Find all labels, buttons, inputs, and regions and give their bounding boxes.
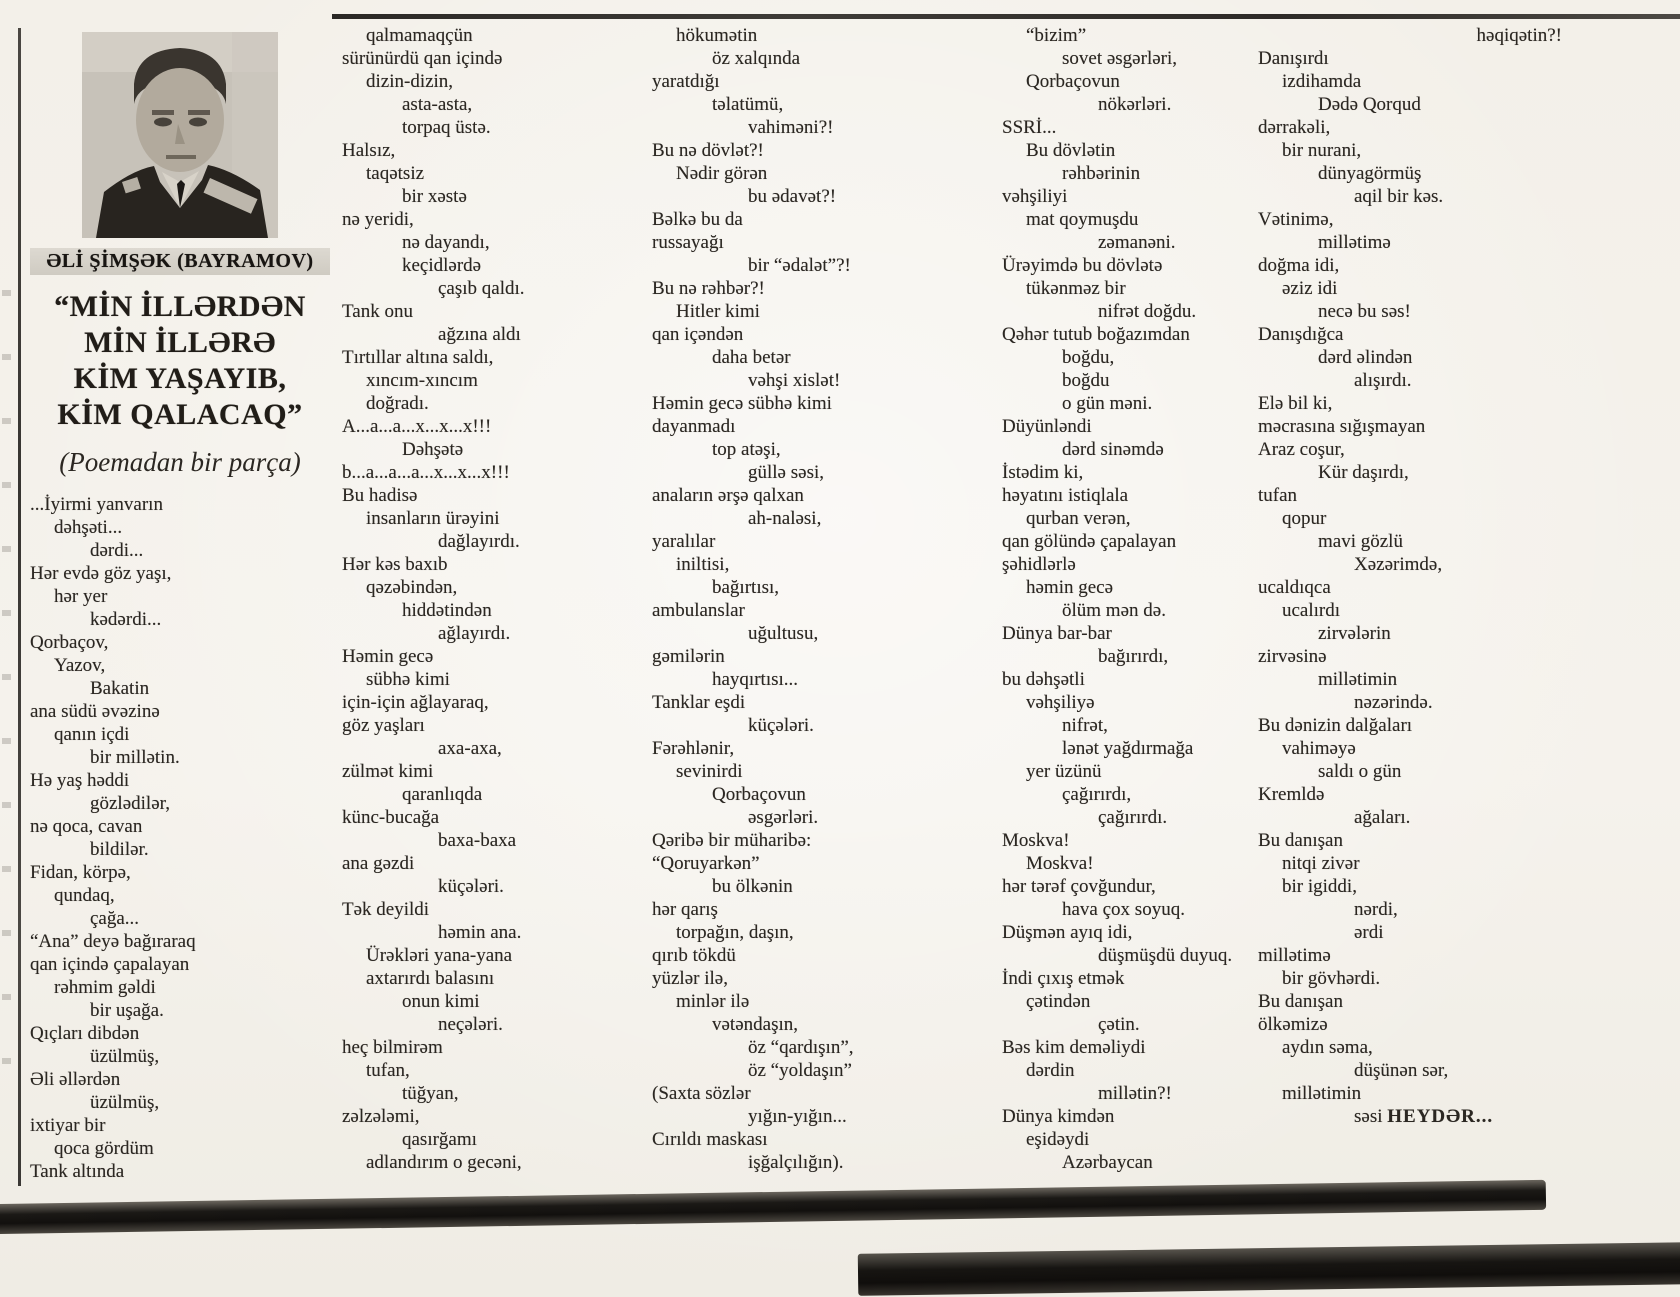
poem-line: insanların ürəyini <box>366 508 500 529</box>
poem-title-line: “MİN İLLƏRDƏN <box>54 290 306 323</box>
poem-line: İstədim ki, <box>1002 462 1084 483</box>
poem-line: aqil bir kəs. <box>1354 186 1444 207</box>
poem-column-2 <box>342 24 647 1174</box>
poem-line: qundaq, <box>54 885 115 906</box>
poem-line: axtarırdı balasını <box>366 968 495 989</box>
poem-line: Düyünləndi <box>1002 416 1092 437</box>
poem-line: ağaları. <box>1354 807 1411 828</box>
poem-line: ölkəmizə <box>1258 1014 1328 1035</box>
poem-line: Halsız, <box>342 140 396 161</box>
poem-line: hayqırtısı... <box>712 669 799 690</box>
poem-line: heç bilmirəm <box>342 1037 443 1058</box>
poem-line: boğdu <box>1062 370 1110 391</box>
poem-line: “Ana” deyə bağıraraq <box>30 931 196 952</box>
poem-title-line: MİN İLLƏRƏ <box>84 326 276 359</box>
poem-line: Azərbaycan <box>1062 1152 1153 1173</box>
poem-line: üzülmüş, <box>90 1092 160 1113</box>
poem-line: taqətsiz <box>366 163 425 184</box>
poem-line: alışırdı. <box>1354 370 1412 391</box>
poem-line: A...a...a...x...x...x!!! <box>342 416 492 437</box>
poem-line: zəlzələmi, <box>342 1106 420 1127</box>
poem-line: Dünya kimdən <box>1002 1106 1115 1127</box>
poem-line: Araz coşur, <box>1258 439 1345 460</box>
poem-line: Ürəkləri yana-yana <box>366 945 513 966</box>
poem-line: Tank onu <box>342 301 413 322</box>
poem-line: tufan <box>1258 485 1298 506</box>
poem-line: Hər evdə göz yaşı, <box>30 563 172 584</box>
poem-line: Kremldə <box>1258 784 1325 805</box>
poem-line: qəzəbindən, <box>366 577 458 598</box>
poem-line: zülmət kimi <box>342 761 434 782</box>
poem-line: çətindən <box>1026 991 1091 1012</box>
poem-line: nərdi, <box>1354 899 1398 920</box>
poem-line: Nədir görən <box>676 163 768 184</box>
poem-line: ah-naləsi, <box>748 508 822 529</box>
poem-line: Bu nə rəhbər?! <box>652 278 765 299</box>
poem-line: hər tərəf çovğundur, <box>1002 876 1156 897</box>
poem-line: sübhə kimi <box>366 669 450 690</box>
poem-line: bir gövhərdi. <box>1282 968 1381 989</box>
poem-line: dağlayırdı. <box>438 531 520 552</box>
poem-line: gəmilərin <box>652 646 725 667</box>
poem-line: Hər kəs baxıb <box>342 554 448 575</box>
poem-line: bildilər. <box>90 839 149 860</box>
poem-line: baxa-baxa <box>438 830 517 851</box>
poem-line: Bu dənizin dalğaları <box>1258 715 1413 736</box>
poem-line: həmin gecə <box>1026 577 1114 598</box>
poem-line: hiddətindən <box>402 600 492 621</box>
poem-line: vəhşiliyi <box>1002 186 1068 207</box>
poem-line: bir igiddi, <box>1282 876 1357 897</box>
poem-line: ərdi <box>1354 922 1384 943</box>
poem-line: Bəlkə bu da <box>652 209 743 230</box>
poem-line: Cırıldı maskası <box>652 1129 768 1150</box>
poem-line: Bu danışan <box>1258 991 1343 1012</box>
poem-line: çağırırdı. <box>1098 807 1168 828</box>
poem-line: Qorbaçovun <box>1026 71 1120 92</box>
poem-line: hər yer <box>54 586 108 607</box>
poem-line: vəhşi xislət! <box>748 370 841 391</box>
poem-line: ixtiyar bir <box>30 1115 106 1136</box>
poem-line: millətin?! <box>1098 1083 1172 1104</box>
poem-line: dərrakəli, <box>1258 117 1331 138</box>
poem-line: millətimin <box>1318 669 1398 690</box>
poem-title-line: KİM QALACAQ” <box>57 398 303 431</box>
poem-line: yüzlər ilə, <box>652 968 728 989</box>
poem-line: kədərdi... <box>90 609 162 630</box>
poem-line: mavi gözlü <box>1318 531 1403 552</box>
poem-line: Kür daşırdı, <box>1318 462 1409 483</box>
poem-line: qoca gördüm <box>54 1138 154 1159</box>
poem-line: ana südü əvəzinə <box>30 701 160 722</box>
poem-line: Ürəyimdə bu dövlətə <box>1002 255 1163 276</box>
poem-line: küçələri. <box>748 715 814 736</box>
poem-line: yaralılar <box>652 531 716 552</box>
poem-line: qopur <box>1282 508 1327 529</box>
poem-line: b...a...a...a...x...x...x!!! <box>342 462 510 483</box>
poem-line: dəhşəti... <box>54 517 123 538</box>
poem-line: Moskva! <box>1026 853 1094 874</box>
poem-subtitle: (Poemadan bir parça) <box>59 447 301 477</box>
poem-line: hava çox soyuq. <box>1062 899 1185 920</box>
poem-line: Fidan, körpə, <box>30 862 131 883</box>
poem-line: həyatını istiqlala <box>1002 485 1129 506</box>
poem-line: ...İyirmi yanvarın <box>30 494 163 515</box>
poem-line: asta-asta, <box>402 94 473 115</box>
poem-line: ucaldıqca <box>1258 577 1331 598</box>
poem-line: Qorbaçov, <box>30 632 109 653</box>
poem-line: düşmüşdü duyuq. <box>1098 945 1233 966</box>
poem-line: qırıb tökdü <box>652 945 736 966</box>
poem-line: uğultusu, <box>748 623 819 644</box>
poem-line: Bu danışan <box>1258 830 1343 851</box>
poem-line: top atəşi, <box>712 439 781 460</box>
poem-line: güllə səsi, <box>748 462 824 483</box>
poem-line: nifrət doğdu. <box>1098 301 1197 322</box>
poem-line: bağırırdı, <box>1098 646 1169 667</box>
poem-line: sevinirdi <box>676 761 743 782</box>
poem-line: düşünən sər, <box>1354 1060 1449 1081</box>
poem-line: İndi çıxış etmək <box>1002 968 1125 989</box>
poem-line: əsgərləri. <box>748 807 819 828</box>
scan-shadow-bar-bottom-right <box>858 1242 1680 1296</box>
poem-line: “bizim” <box>1026 25 1087 46</box>
poem-line: (Saxta sözlər <box>652 1083 751 1104</box>
poem-line: Dünya bar-bar <box>1002 623 1112 644</box>
poem-line: dərdin <box>1026 1060 1075 1081</box>
poem-line: Tanklar eşdi <box>652 692 746 713</box>
poem-line: aydın səma, <box>1282 1037 1373 1058</box>
poem-line: nəzərində. <box>1354 692 1433 713</box>
poem-line: dayanmadı <box>652 416 736 437</box>
poem-line: doğradı. <box>366 393 429 414</box>
poem-line: zirvəsinə <box>1258 646 1327 667</box>
poem-line: torpağın, daşın, <box>676 922 794 943</box>
poem-line: gözlədilər, <box>90 793 170 814</box>
poem-line: russayağı <box>652 232 724 253</box>
poem-line: Əli əllərdən <box>30 1069 121 1090</box>
poem-line: Qəribə bir müharibə: <box>652 830 812 851</box>
poem-line: SSRİ... <box>1002 117 1057 138</box>
poem-line: Vətinimə, <box>1258 209 1334 230</box>
column-1 <box>30 26 330 1183</box>
poem-line: Bu hadisə <box>342 485 418 506</box>
poem-line: Qəhər tutub boğazımdan <box>1002 324 1190 345</box>
page-edge-artifact <box>2 290 11 1110</box>
poem-line: Yazov, <box>54 655 106 676</box>
poem-line: məcrasına sığışmayan <box>1258 416 1426 437</box>
poem-line: qurban verən, <box>1026 508 1131 529</box>
poem-column-5 <box>1258 24 1568 1128</box>
poem-line: nə dayandı, <box>402 232 490 253</box>
poem-line: anaların ərşə qalxan <box>652 485 804 506</box>
poem-line: bu ölkənin <box>712 876 793 897</box>
poem-line: Bu dövlətin <box>1026 140 1116 161</box>
poem-title-line: KİM YAŞAYIB, <box>73 362 287 395</box>
poem-line: bu ədavət?! <box>748 186 837 207</box>
poem-line: hər qarış <box>652 899 718 920</box>
left-border-rule <box>18 28 21 1186</box>
poem-line: torpaq üstə. <box>402 117 491 138</box>
poem-line: için-için ağlayaraq, <box>342 692 489 713</box>
poem-line: boğdu, <box>1062 347 1115 368</box>
poem-line: bir nurani, <box>1282 140 1362 161</box>
poem-column-1 <box>30 493 330 1183</box>
poem-line: ölüm mən də. <box>1062 600 1166 621</box>
poem-line: ana gəzdi <box>342 853 415 874</box>
poem-line: millətimə <box>1318 232 1391 253</box>
poem-line: təlatümü, <box>712 94 784 115</box>
poem-line: yaratdığı <box>652 71 720 92</box>
poem-line: iniltisi, <box>676 554 730 575</box>
poem-line: yer üzünü <box>1026 761 1102 782</box>
poem-line: nökərləri. <box>1098 94 1172 115</box>
poem-title <box>30 289 330 433</box>
poem-line: Dədə Qorqud <box>1318 94 1421 115</box>
poem-line: çətin. <box>1098 1014 1140 1035</box>
poem-line: qanın içdi <box>54 724 130 745</box>
poem-line: nifrət, <box>1062 715 1108 736</box>
poem-line: ağlayırdı. <box>438 623 511 644</box>
top-border-rule <box>332 14 1680 19</box>
poem-line: millətimə <box>1258 945 1331 966</box>
poem-line: lənət yağdırmağa <box>1062 738 1194 759</box>
poem-line: çağa... <box>90 908 140 929</box>
poem-line: tükənməz bir <box>1026 278 1126 299</box>
poem-line: Qorbaçovun <box>712 784 806 805</box>
poem-line: qan içəndən <box>652 324 744 345</box>
poem-line: yığın-yığın... <box>748 1106 847 1127</box>
poem-line: doğma idi, <box>1258 255 1340 276</box>
poem-line: tüğyan, <box>402 1083 459 1104</box>
poem-line: hökumətin <box>676 25 758 46</box>
poem-line: Dəhşətə <box>402 439 464 460</box>
poem-line: onun kimi <box>402 991 480 1012</box>
poem-line: sovet əsgərləri, <box>1062 48 1178 69</box>
portrait-photo <box>82 32 278 238</box>
poem-line: Fərəhlənir, <box>652 738 735 759</box>
poem-line: bir uşağa. <box>90 1000 164 1021</box>
poem-line: Həmin gecə sübhə kimi <box>652 393 832 414</box>
poem-line: şəhidlərlə <box>1002 554 1076 575</box>
scan-shadow-bar-bottom <box>0 1180 1546 1234</box>
poem-line: Bakatin <box>90 678 150 699</box>
poem-line: künc-bucağa <box>342 807 440 828</box>
poem-line: həqiqətin?! <box>1476 25 1562 46</box>
poem-line: saldı o gün <box>1318 761 1402 782</box>
poem-line: çağırırdı, <box>1062 784 1132 805</box>
poem-line: qasırğamı <box>402 1129 477 1150</box>
poem-line: Tək deyildi <box>342 899 430 920</box>
poem-line: vətəndaşın, <box>712 1014 799 1035</box>
poem-line: rəhmim gəldi <box>54 977 156 998</box>
poem-line: izdihamda <box>1282 71 1362 92</box>
poem-line: o gün məni. <box>1062 393 1153 414</box>
poem-line: göz yaşları <box>342 715 425 736</box>
poem-line: dərd sinəmdə <box>1062 439 1164 460</box>
poem-line: ambulanslar <box>652 600 745 621</box>
poem-line: keçidlərdə <box>402 255 482 276</box>
poem-line: Danışırdı <box>1258 48 1329 69</box>
poem-line: Düşmən ayıq idi, <box>1002 922 1133 943</box>
poem-line: Qıçları dibdən <box>30 1023 140 1044</box>
poem-line: nə qoca, cavan <box>30 816 143 837</box>
poem-line: dizin-dizin, <box>366 71 454 92</box>
poem-line: işğalçılığın). <box>748 1152 844 1173</box>
author-name: ƏLİ ŞİMŞƏK (BAYRAMOV) <box>30 248 330 275</box>
poem-line: əziz idi <box>1282 278 1338 299</box>
poem-line: adlandırım o gecəni, <box>366 1152 522 1173</box>
poem-line: Bəs kim deməliydi <box>1002 1037 1146 1058</box>
poem-line: sürünürdü qan içində <box>342 48 503 69</box>
poem-line: Xəzərimdə, <box>1354 554 1443 575</box>
poem-line: bir “ədalət”?! <box>748 255 851 276</box>
poem-line: bağırtısı, <box>712 577 780 598</box>
poem-line: Hitler kimi <box>676 301 760 322</box>
poem-line: zirvələrin <box>1318 623 1391 644</box>
poem-line: eşidəydi <box>1026 1129 1090 1150</box>
poem-line: Moskva! <box>1002 830 1070 851</box>
poem-line: qalmamaqçün <box>366 25 473 46</box>
poem-line: minlər ilə <box>676 991 750 1012</box>
poem-line: öz xalqında <box>712 48 801 69</box>
poem-line: neçələri. <box>438 1014 503 1035</box>
poem-line: qan gölündə çapalayan <box>1002 531 1177 552</box>
poem-line: vahiməyə <box>1282 738 1356 759</box>
poem-line: qan içində çapalayan <box>30 954 190 975</box>
poem-line: Danışdığca <box>1258 324 1344 345</box>
poem-line: Həmin gecə <box>342 646 434 667</box>
poem-line: dünyagörmüş <box>1318 163 1422 184</box>
poem-line: nitqi zivər <box>1282 853 1360 874</box>
poem-line: dərdi... <box>90 540 144 561</box>
poem-line: millətimin <box>1282 1083 1362 1104</box>
poem-line: qaranlıqda <box>402 784 483 805</box>
poem-line: öz “yoldaşın” <box>748 1060 852 1081</box>
poem-line: səsi HEYDƏR... <box>1354 1106 1494 1127</box>
poem-line: həmin ana. <box>438 922 522 943</box>
poem-line: rəhbərinin <box>1062 163 1141 184</box>
poem-line: üzülmüş, <box>90 1046 160 1067</box>
poem-line: ağzına aldı <box>438 324 521 345</box>
poem-line: bu dəhşətli <box>1002 669 1085 690</box>
poem-line: Hə yaş həddi <box>30 770 130 791</box>
poem-line: Elə bil ki, <box>1258 393 1333 414</box>
poem-line: Tırtıllar altına saldı, <box>342 347 494 368</box>
poem-line: vahiməni?! <box>748 117 834 138</box>
poem-line: axa-axa, <box>438 738 502 759</box>
poem-line: daha betər <box>712 347 791 368</box>
poem-line: çaşıb qaldı. <box>438 278 525 299</box>
poem-line: ucalırdı <box>1282 600 1341 621</box>
poem-column-3 <box>652 24 957 1174</box>
poem-line: Tank altında <box>30 1161 125 1182</box>
poem-line: küçələri. <box>438 876 504 897</box>
poem-line: Bu nə dövlət?! <box>652 140 764 161</box>
poem-line: bir millətin. <box>90 747 180 768</box>
poem-line: nə yeridi, <box>342 209 414 230</box>
poem-line: “Qoruyarkən” <box>652 853 760 874</box>
poem-line: mat qoymuşdu <box>1026 209 1139 230</box>
poem-line: zəmanəni. <box>1098 232 1176 253</box>
poem-line: dərd əlindən <box>1318 347 1413 368</box>
poem-line: öz “qardışın”, <box>748 1037 854 1058</box>
poem-line: vəhşiliyə <box>1026 692 1095 713</box>
poem-line: bir xəstə <box>402 186 467 207</box>
poem-line: xıncım-xıncım <box>366 370 478 391</box>
poem-line: tufan, <box>366 1060 410 1081</box>
poem-line: necə bu səs! <box>1318 301 1411 322</box>
